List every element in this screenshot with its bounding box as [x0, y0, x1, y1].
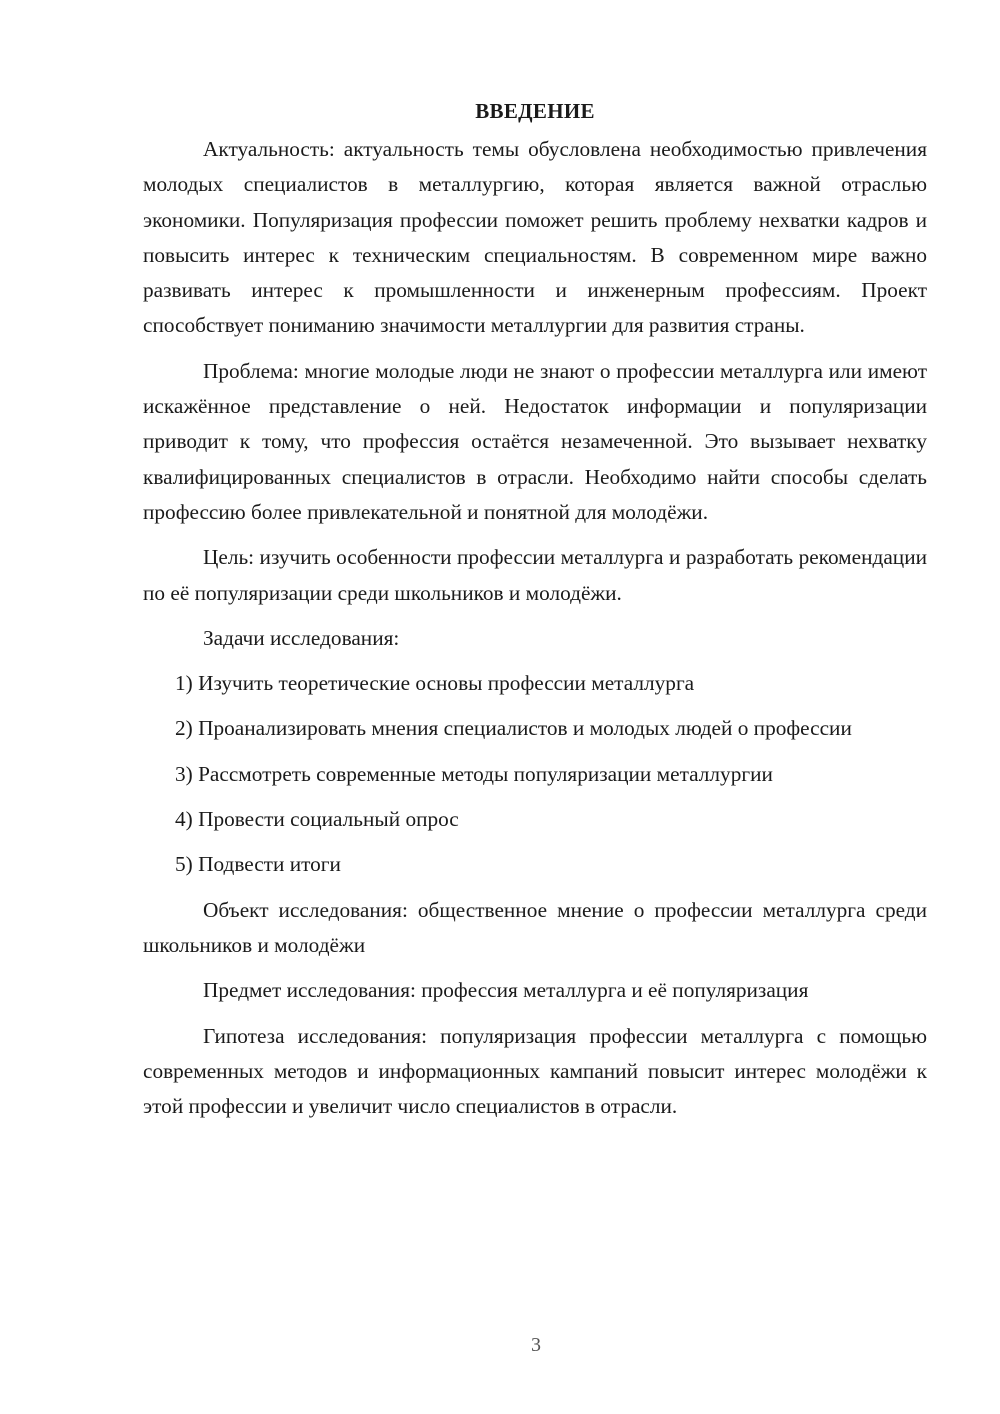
problem-paragraph: Проблема: многие молодые люди не знают о профессии металлурга или имеют искажённое представление о ней. Недостаток информации и популяризации приводит к тому, что профессия остаётся незамеченной. Это вызывает нехватку квалифицированных специалистов в отрасли. Необходимо найти способы сделать профессию более привлекательной и понятной для молодёжи.: [143, 358, 927, 524]
goal-paragraph: Цель: изучить особенности профессии металлурга и разработать рекомендации по её популяризации среди школьников и молодёжи.: [143, 545, 927, 605]
relevance-paragraph: Актуальность: актуальность темы обусловлена необходимостью привлечения молодых специалистов в металлургию, которая является важной отраслью экономики. Популяризация профессии поможет решить проблему нехватки кадров и повысить интерес к техническим специальностям. В современном мире важно развивать интерес к промышленности и инженерным профессиям. Проект способствует пониманию значимости металлургии для развития страны.: [143, 137, 927, 338]
page-number: 3: [531, 1334, 541, 1356]
page-title: ВВЕДЕНИЕ: [475, 99, 595, 123]
document-page: [143, 94, 927, 1134]
task-item-3: 3) Рассмотреть современные методы популяризации металлургии: [175, 761, 773, 786]
subject-paragraph: Предмет исследования: профессия металлурга и её популяризация: [203, 978, 809, 1003]
task-item-5: 5) Подвести итоги: [175, 852, 341, 877]
tasks-heading: Задачи исследования:: [203, 625, 400, 650]
task-item-1: 1) Изучить теоретические основы профессии металлурга: [175, 671, 695, 696]
object-paragraph: Объект исследования: общественное мнение о профессии металлурга среди школьников и молодёжи: [143, 897, 927, 957]
task-item-2: 2) Проанализировать мнения специалистов и молодых людей о профессии: [175, 716, 852, 741]
task-item-4: 4) Провести социальный опрос: [175, 807, 459, 832]
hypothesis-paragraph: Гипотеза исследования: популяризация профессии металлурга с помощью современных методов и информационных кампаний повысит интерес молодёжи к этой профессии и увеличит число специалистов в отрасли.: [143, 1023, 927, 1119]
